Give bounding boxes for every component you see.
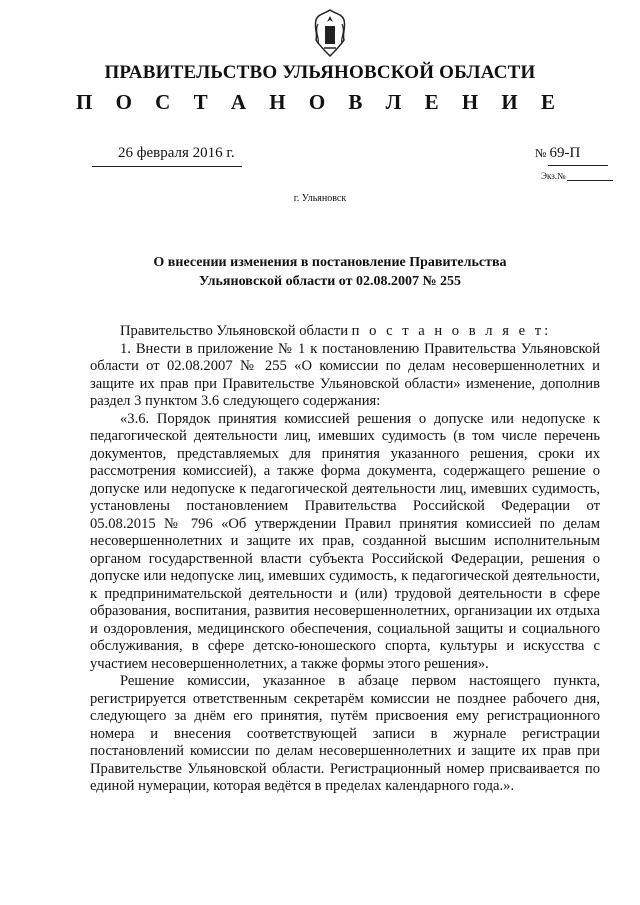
coat-of-arms-emblem [310,8,350,58]
paragraph-2: «3.6. Порядок принятия комиссией решения о допуске или недопуске к педагогической деятельности лиц, имевших судимость (в том числе перечень документов, представляемых для принятия указанного решения, сроки их рассмотрения комиссией), а также форма документа, содержащего решение о допуске или недопуске к педагогической деятельности лиц, имевших судимость, установлены постановлением Правительства Российской Федерации от 05.08.2015 № 796 «Об утверждении Правил принятия комиссией по делам несовершеннолетних и защите их прав, созданной высшим исполнительным органом государственной власти субъекта Российской Федерации, решения о допуске или недопуске лиц, имевших судимость, к педагогической деятельности, к предпринимательской деятельности и (или) трудовой деятельности в сфере образования, воспитания, развития несовершеннолетних, организации их отдыха и оздоровления, медицинского обеспечения, социальной защиты и социального обслуживания, в сфере детско-юношеского спорта, культуры и искусства с участием несовершеннолетних, а также формы этого решения». [90,410,600,672]
copy-number-line [567,180,613,181]
subject-line-2: Ульяновской области от 02.08.2007 № 255 [198,274,462,289]
city-name: г. Ульяновск [293,193,347,204]
intro-prefix: Правительство Ульяновской области [120,323,352,339]
document-body [90,323,600,796]
government-title: ПРАВИТЕЛЬСТВО УЛЬЯНОВСКОЙ ОБЛАСТИ [104,62,536,83]
intro-paragraph [90,323,600,341]
paragraph-1: 1. Внести в приложение № 1 к постановлению Правительства Ульяновской области от 02.08.2007 № 255 «О комиссии по делам несовершеннолетних и защите их прав при Правительстве Ульяновской области» изменение, дополнив раздел 3 пунктом 3.6 следующего содержания: [90,340,600,409]
document-date: 26 февраля 2016 г. [118,145,235,161]
date-underline [92,166,242,167]
number-underline [548,165,608,166]
intro-verb: п о с т а н о в л я е т: [351,323,552,339]
subject-line-1: О внесении изменения в постановление Правительства [153,255,507,270]
copy-number [541,171,613,181]
document-subject [140,253,520,291]
document-number [535,145,580,162]
copy-number-label: Экз.№ [541,171,566,181]
document-number-value: 69-П [549,145,581,161]
document-type-heading: П О С Т А Н О В Л Е Н И Е [75,90,564,114]
paragraph-3: Решение комиссии, указанное в абзаце первом настоящего пункта, регистрируется ответственным секретарём комиссии не позднее рабочего дня, следующего за днём его принятия, путём присвоения ему регистрационного номера и внесения соответствующей записи в журнале регистрации постановлений комиссии по делам несовершеннолетних и защите их прав при Правительстве Ульяновской области. Регистрационный номер присваивается по единой нумерации, которая ведётся в пределах календарного года.». [90,673,600,794]
number-sign: № [535,146,547,160]
